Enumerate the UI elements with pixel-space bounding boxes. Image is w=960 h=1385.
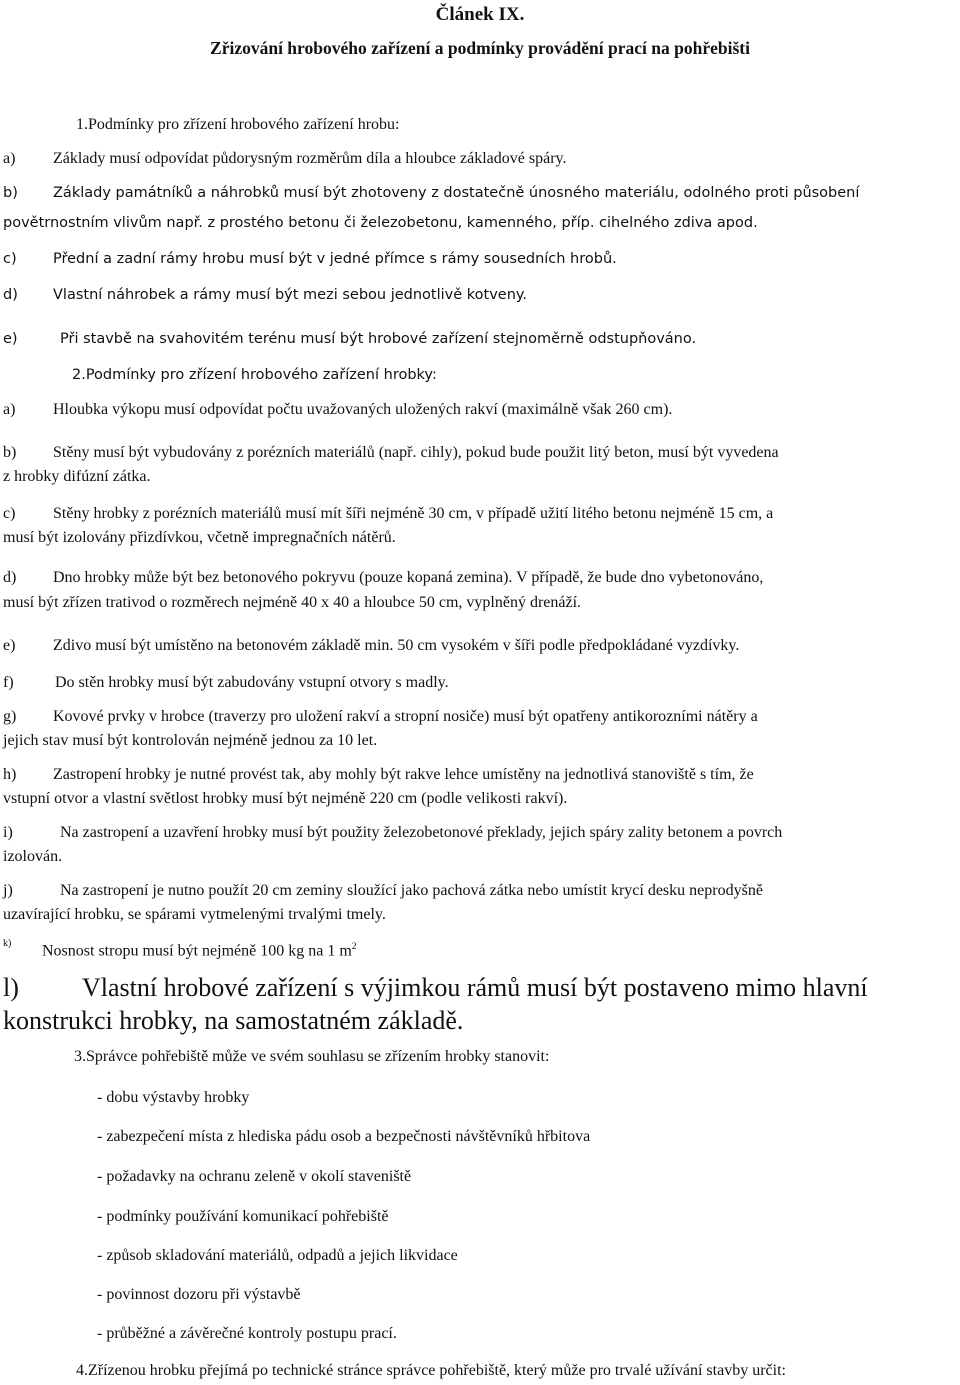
s3-list-item: - způsob skladování materiálů, odpadů a jejich likvidace (97, 1247, 458, 1264)
s1-d-text: Vlastní náhrobek a rámy musí být mezi sebou jednotlivě kotveny. (53, 287, 528, 303)
s3-list-item: - zabezpečení místa z hlediska pádu osob a bezpečnosti návštěvníků hřbitova (97, 1128, 591, 1145)
s1-d-label: d) (3, 287, 18, 303)
s1-b-line2: povětrnostním vlivům např. z prostého betonu či železobetonu, kamenného, příp. cihelného zdiva apod. (3, 215, 758, 231)
s2-l-line1: Vlastní hrobové zařízení s výjimkou rámů musí být postaveno mimo hlavní (82, 973, 868, 1002)
s2-e-text: Zdivo musí být umístěno na betonovém základě min. 50 cm vysokém v šíři podle předpokládané vyzdívky. (53, 637, 740, 654)
section1-heading: 1.Podmínky pro zřízení hrobového zařízení hrobu: (76, 116, 400, 133)
s1-b-label: b) (3, 185, 18, 201)
s3-list-item: - podmínky používání komunikací pohřebiště (97, 1208, 389, 1225)
s2-g-line2: jejich stav musí být kontrolován nejméně jednou za 10 let. (3, 732, 378, 749)
s3-list-item: - dobu výstavby hrobky (97, 1089, 250, 1106)
s2-c-line1: Stěny hrobky z porézních materiálů musí mít šíři nejméně 30 cm, v případě užití litého betonu nejméně 15 cm, a (53, 505, 774, 522)
s1-c-label: c) (3, 251, 17, 267)
s3-list-item: - požadavky na ochranu zeleně v okolí staveniště (97, 1168, 412, 1185)
s2-e-label: e) (3, 637, 16, 654)
s2-a-label: a) (3, 401, 16, 418)
s2-d-label: d) (3, 569, 17, 586)
s2-h-label: h) (3, 766, 17, 783)
section2-heading: 2.Podmínky pro zřízení hrobového zařízení hrobky: (72, 367, 437, 383)
s2-b-line1: Stěny musí být vybudovány z porézních materiálů (např. cihly), pokud bude použit litý beton, musí být vyvedena (53, 444, 779, 461)
s2-f-label: f) (3, 674, 14, 691)
s2-f-text: Do stěn hrobky musí být zabudovány vstupní otvory s madly. (55, 674, 449, 691)
s2-a-text: Hloubka výkopu musí odpovídat počtu uvažovaných uložených rakví (maximálně však 260 cm). (53, 401, 673, 418)
s2-d-line1: Dno hrobky může být bez betonového pokryvu (pouze kopaná zemina). V případě, že bude dno vybetonováno, (53, 569, 764, 586)
s1-a-label: a) (3, 150, 16, 167)
s2-i-line1: Na zastropení a uzavření hrobky musí být použity železobetonové překlady, jejich spáry zality betonem a povrch (60, 824, 783, 841)
s2-b-line2: z hrobky difúzní zátka. (3, 468, 151, 485)
article-number: Článek IX. (435, 4, 525, 25)
s1-e-text: Při stavbě na svahovitém terénu musí být hrobové zařízení stejnoměrně odstupňováno. (60, 331, 697, 347)
s2-k-superscript: 2 (351, 941, 357, 952)
article-title: Zřizování hrobového zařízení a podmínky provádění prací na pohřebišti (210, 38, 750, 58)
s2-g-line1: Kovové prvky v hrobce (traverzy pro uložení rakví a stropní nosiče) musí být opatřeny antikorozními nátěry a (53, 708, 758, 725)
s2-c-label: c) (3, 505, 16, 522)
section3-heading: 3.Správce pohřebiště může ve svém souhlasu se zřízením hrobky stanovit: (74, 1048, 550, 1065)
s2-b-label: b) (3, 444, 17, 461)
s2-k-text-wrap (42, 941, 357, 961)
s2-l-line2: konstrukci hrobky, na samostatném základě. (3, 1006, 464, 1035)
s2-i-label: i) (3, 824, 13, 841)
s1-b-line1: Základy památníků a náhrobků musí být zhotoveny z dostatečně únosného materiálu, odolného proti působení (53, 185, 860, 201)
s2-h-line2: vstupní otvor a vlastní světlost hrobky musí být nejméně 220 cm (podle velikosti rakví). (3, 790, 568, 807)
s2-k-label: k) (3, 938, 12, 949)
s2-j-line1: Na zastropení je nutno použít 20 cm zeminy sloužící jako pachová zátka nebo umístit krycí desku neprodyšně (60, 882, 763, 899)
s2-l-label: l) (3, 973, 19, 1002)
s1-a-text: Základy musí odpovídat půdorysným rozměrům díla a hloubce základové spáry. (53, 150, 567, 167)
s2-d-line2: musí být zřízen trativod o rozměrech nejméně 40 x 40 a hloubce 50 cm, vyplněný drenáží. (3, 594, 582, 611)
s2-c-line2: musí být izolovány přizdívkou, včetně impregnačních nátěrů. (3, 529, 396, 546)
s2-k-text: Nosnost stropu musí být nejméně 100 kg na 1 m (42, 942, 352, 960)
s2-g-label: g) (3, 708, 17, 725)
s2-i-line2: izolován. (3, 848, 63, 865)
s2-j-label: j) (3, 882, 13, 899)
section4-heading: 4.Zřízenou hrobku přejímá po technické stránce správce pohřebiště, který může pro trvalé užívání stavby určit: (76, 1362, 786, 1379)
s2-j-line2: uzavírající hrobku, se spárami vytmelenými trvalými tmely. (3, 906, 386, 923)
s1-e-label: e) (3, 331, 18, 347)
s3-list-item: - povinnost dozoru při výstavbě (97, 1286, 301, 1303)
s1-c-text: Přední a zadní rámy hrobu musí být v jedné přímce s rámy sousedních hrobů. (53, 251, 617, 267)
s2-h-line1: Zastropení hrobky je nutné provést tak, aby mohly být rakve lehce umístěny na jednotlivá stanoviště s tím, že (53, 766, 754, 783)
s3-list-item: - průběžné a závěrečné kontroly postupu prací. (97, 1325, 397, 1342)
